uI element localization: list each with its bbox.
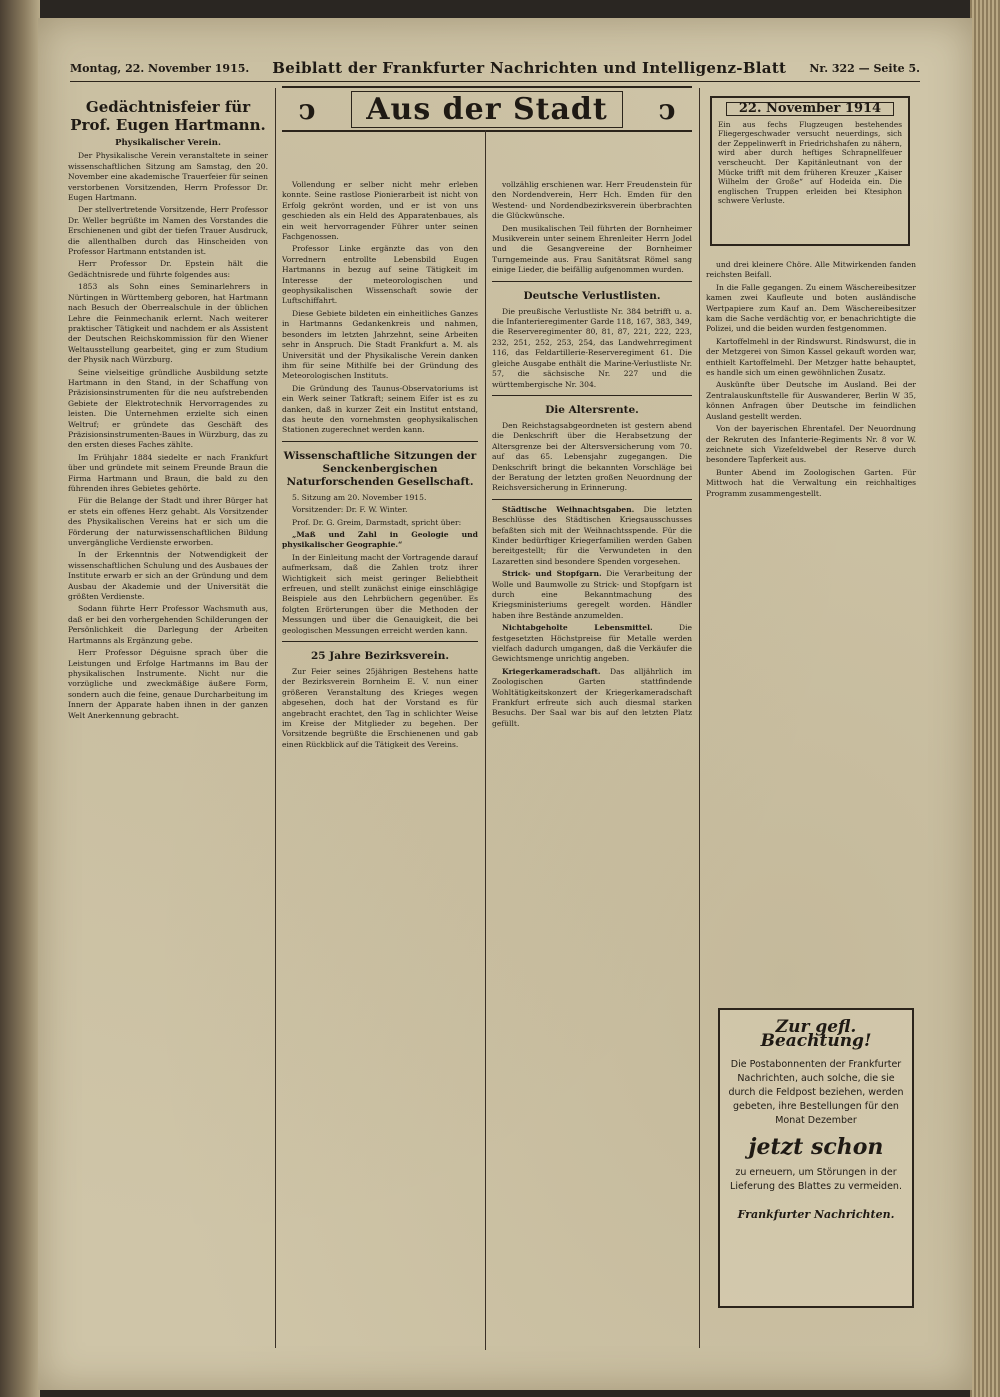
paragraph: vollzählig erschienen war. Herr Freudenstein für den Nordendverein, Herr Hch. Emden für den Westend- und Nordendbezirksverein überbrachten die Glückwünsche. xyxy=(492,180,692,221)
paragraph: Von der bayerischen Ehrentafel. Der Neuordnung der Rekruten des Infanterie-Regiments Nr. 8 vor W. zeichnete sich Vizefeldwebel der Reserve durch besondere Tapferkeit aus. xyxy=(706,424,916,465)
run-in-heading: Nichtabgeholte Lebensmittel. xyxy=(502,623,653,633)
run-in-heading: Kriegerkameradschaft. xyxy=(502,666,601,676)
paragraph: Herr Professor Dr. Epstein hält die Gedächtnisrede und führte folgendes aus: xyxy=(68,259,268,279)
subscription-notice xyxy=(718,1008,914,1308)
paragraph: „Maß und Zahl in Geologie und physikalischer Geographie.“ xyxy=(282,529,478,550)
run-in-heading: Städtische Weihnachtsgaben. xyxy=(502,504,635,514)
divider xyxy=(492,499,692,500)
paragraph: Professor Linke ergänzte das von den Vorrednern entrollte Lebensbild Eugen Hartmanns in bezug auf seine Tätigkeit im Interesse der meteorologischen und geophysikalischen Wissenschaft sowie der Luftschiffahrt. xyxy=(282,244,478,306)
article-column-3 xyxy=(492,180,692,1330)
section-title: Aus der Stadt xyxy=(351,91,623,128)
column-divider xyxy=(275,88,276,1348)
paragraph: Vollendung er selber nicht mehr erleben konnte. Seine rastlose Pionierarbeit ist nicht von Erfolg gekrönt worden, und er ist von uns geschieden als ein Held des Apparatenbaues, als ein weit hervorragender Führer unter seinen Fachgenossen. xyxy=(282,180,478,242)
paragraph-text: Die Verarbeitung der Wolle und Baumwolle zu Strick- und Stopfgarn ist durch eine Bekanntmachung des Kriegsministeriums geregelt worden. Händler haben ihre Bestände anzumelden. xyxy=(492,569,692,620)
ornament-right-icon: ↄ xyxy=(658,92,676,126)
paragraph: Seine vielseitige gründliche Ausbildung setzte Hartmann in den Stand, in der Schaffung von Präzisionsinstrumenten für die neu aufstrebenden Gebiete der Elektrotechnik Hervorragendes zu leisten. Die Unternehmen erzielte sich einen Weltruf; er gründete das Geschäft des Präzisionsinstrumenten-Baues in Würzburg, das zu den ersten dieses Faches zählte. xyxy=(68,367,268,450)
notice-signature: Frankfurter Nachrichten. xyxy=(737,1208,895,1221)
paragraph xyxy=(492,623,692,665)
paragraph-text: Die festgesetzten Höchstpreise für Metalle werden vielfach dadurch umgangen, daß die Verkäufer die Gewichtsmenge unrichtig angeben. xyxy=(492,623,692,664)
notice-text: zu erneuern, um Störungen in der Lieferung des Blattes zu vermeiden. xyxy=(730,1167,902,1192)
paragraph: Den musikalischen Teil führten der Bornheimer Musikverein unter seinem Ehrenleiter Herrn Jodel und die Gesangvereine der Bornheimer Turngemeinde aus. Frau Sanitätsrat Römel sang einige Lieder, die beifällig aufgenommen wurden. xyxy=(492,223,692,275)
notice-emphasis: jetzt schon xyxy=(748,1134,884,1160)
run-in-heading: Strick- und Stopfgarn. xyxy=(502,569,602,579)
paragraph: Zur Feier seines 25jährigen Bestehens hatte der Bezirksverein Bornheim E. V. nun einer größeren Veranstaltung des Krieges wegen abgesehen, doch hat der Vorstand es für angebracht erachtet, den Tag in schlichter Weise im Kreise der Mitglieder zu begehen. Der Vorsitzende begrüßte die Erschienenen und gab einen Rückblick auf die Tätigkeit des Vereins. xyxy=(282,667,478,749)
paragraph: Kartoffelmehl in der Rindswurst. Rindswurst, die in der Metzgerei von Simon Kassel gekauft worden war, enthielt Kartoffelmehl. Der Metzger hatte behauptet, es handle sich um einen gewöhnlichen Zusatz. xyxy=(706,336,916,378)
paragraph: Auskünfte über Deutsche im Ausland. Bei der Zentralauskunftstelle für Auswanderer, Berlin W 35, können Anfragen über Deutsche im feindlichen Ausland gestellt werden. xyxy=(706,380,916,421)
paragraph: Für die Belange der Stadt und ihrer Bürger hat er stets ein offenes Herz gehabt. Als Vorsitzender des Physikalischen Vereins hat er sich um die Förderung der naturwissenschaftlichen Bildung unvergängliche Verdienste erworben. xyxy=(68,496,268,548)
divider xyxy=(492,281,692,282)
paragraph: Bunter Abend im Zoologischen Garten. Für Mittwoch hat die Verwaltung ein reichhaltiges Programm zusammengestellt. xyxy=(706,467,916,498)
article-column-2 xyxy=(282,180,478,1330)
column-divider xyxy=(485,130,486,1350)
paragraph: Im Frühjahr 1884 siedelte er nach Frankfurt über und gründete mit seinem Freunde Braun die Firma Hartmann und Braun, die bald zu den führenden ihres Gebietes gehörte. xyxy=(68,452,268,493)
article-headline: Wissenschaftliche Sitzungen der Senckenbergischen Naturforschenden Gesellschaft. xyxy=(283,449,477,488)
paragraph xyxy=(492,569,692,621)
notice-text: Die Postabonnenten der Frankfurter Nachrichten, auch solche, die sie durch die Feldpost beziehen, werden gebeten, ihre Bestellungen für den Monat Dezember xyxy=(728,1059,904,1126)
box-text: Ein aus fechs Flugzeugen bestehendes Fliegergeschwader versucht neuerdings, sich der Zeppelinwerft in Friedrichshafen zu nähern, wird aber durch heftiges Schrapnellfeuer verscheucht. Der Kapitänleutnant von der Mücke trifft mit dem früheren Kreuzer „Kaiser Wilhelm der Große“ auf Hodeida ein. Die englischen Truppen erleiden bei Ktesiphon schwere Verluste. xyxy=(718,119,902,206)
header-date: Montag, 22. November 1915. xyxy=(70,61,250,75)
paragraph xyxy=(492,667,692,729)
box-date: 22. November 1914 xyxy=(726,102,894,116)
article-subheadline: Physikalischer Verein. xyxy=(115,138,221,148)
paragraph: Vorsitzender: Dr. F. W. Winter. xyxy=(292,505,408,515)
masthead: Beiblatt der Frankfurter Nachrichten und Intelligenz-Blatt xyxy=(272,59,787,77)
paragraph-text: Das alljährlich im Zoologischen Garten stattfindende Wohltätigkeitskonzert der Kriegerkameradschaft Frankfurt erfreute sich auch diesmal starken Besuchs. Der Saal war bis auf den letzten Platz gefüllt. xyxy=(492,666,692,728)
book-page-edges xyxy=(970,0,1000,1397)
paragraph: Diese Gebiete bildeten ein einheitliches Ganzes in Hartmanns Gedankenkreis und nahmen, besonders im letzten Jahrzehnt, seine Arbeiten sehr in Anspruch. Die Stadt Frankfurt a. M. als Universität und der Physikalische Verein danken ihm für seine Mithilfe bei der Gründung des Meteorologischen Instituts. xyxy=(282,308,478,381)
paragraph: Der Physikalische Verein veranstaltete in seiner wissenschaftlichen Sitzung am Samstag, den 20. November eine akademische Trauerfeier für seinen verstorbenen Vorsitzenden, Herrn Professor Dr. Eugen Hartmann. xyxy=(68,151,268,203)
paragraph xyxy=(492,505,692,567)
paragraph: In die Falle gegangen. Zu einem Wäschereibesitzer kamen zwei Kaufleute und boten ausländische Wertpapiere zum Kauf an. Dem Wäschereibesitzer kam die Sache verdächtig vor, er benachrichtigte die Polizei, und die beiden wurden festgenommen. xyxy=(706,282,916,334)
article-headline: Gedächtnisfeier für Prof. Eugen Hartmann. xyxy=(70,98,266,134)
notice-heading: Zur gefl. Beachtung! xyxy=(760,1017,872,1051)
paragraph: Herr Professor Déguisne sprach über die Leistungen und Erfolge Hartmanns im Bau der physikalischen Instrumente. Nicht nur die vorzügliche und zweckmäßige äußere Form, sondern auch die feine, genaue Durcharbeitung im Innern der Apparate haben ihnen in der ganzen Welt Anerkennung gebracht. xyxy=(68,648,268,720)
ornament-left-icon: ↄ xyxy=(298,92,316,126)
book-binding-left xyxy=(0,0,40,1397)
paragraph: 5. Sitzung am 20. November 1915. xyxy=(292,492,427,502)
paragraph: Die preußische Verlustliste Nr. 384 betrifft u. a. die Infanterieregimenter Garde 118, 167, 383, 349, die Reserveregimenter 80, 81, 87, 221, 222, 223, 232, 251, 252, 253, 254, das Landwehrregiment 116, das Feldartillerie-Reserveregiment 61. Die gleiche Ausgabe enthält die Marine-Verlustliste Nr. 57, die sächsische Nr. 227 und die württembergische Nr. 304. xyxy=(492,306,692,389)
divider xyxy=(492,395,692,396)
paragraph: In der Erkenntnis der Notwendigkeit der wissenschaftlichen Schulung und des Ausbaues der Institute erwarb er sich an der Gründung und dem Ausbau der Akademie und der Universität die größten Verdienste. xyxy=(68,550,268,602)
divider xyxy=(282,441,478,442)
article-headline: Deutsche Verlustlisten. xyxy=(523,289,661,302)
paragraph: Die Gründung des Taunus-Observatoriums ist ein Werk seiner Tatkraft; seinem Eifer ist es zu danken, daß in kurzer Zeit ein Institut entstand, das heute den vornehmsten geophysikalischen Stationen zugerechnet werden kann. xyxy=(282,383,478,435)
divider xyxy=(282,641,478,642)
section-banner xyxy=(282,86,692,132)
paragraph: und drei kleinere Chöre. Alle Mitwirkenden fanden reichsten Beifall. xyxy=(706,260,916,280)
paragraph: Den Reichstagsabgeordneten ist gestern abend die Denkschrift über die Herabsetzung der Altersgrenze bei der Altersversicherung vom 70. auf das 65. Lebensjahr zugegangen. Die Denkschrift bringt die bekannten Vorschläge bei der Beratung der letzten großen Neuordnung der Reichsversicherung in Erinnerung. xyxy=(492,420,692,493)
paragraph: Sodann führte Herr Professor Wachsmuth aus, daß er bei den vorhergehenden Schilderungen der Persönlichkeit die Darlegung der Arbeiten Hartmanns als Ergänzung gebe. xyxy=(68,604,268,645)
paragraph: Prof. Dr. G. Greim, Darmstadt, spricht über: xyxy=(292,517,462,527)
article-column-1 xyxy=(68,92,268,1322)
article-column-4 xyxy=(706,260,916,650)
anniversary-box xyxy=(710,96,910,246)
paragraph: Der stellvertretende Vorsitzende, Herr Professor Dr. Weller begrüßte im Namen des Vorstandes die Erschienenen und gibt der tiefen Trauer Ausdruck, die allenthalben durch das Hinscheiden von Professor Hartmann entstanden ist. xyxy=(68,205,268,257)
paragraph-text: Die letzten Beschlüsse des Städtischen Kriegsausschusses befaßten sich mit der Weihnachtsspende. Für die Kinder bedürftiger Kriegerfamilien werden Gaben bereitgestellt; für die Verwundeten in den Lazaretten sind besondere Spenden vorgesehen. xyxy=(492,504,692,566)
article-headline: 25 Jahre Bezirksverein. xyxy=(310,650,450,663)
page-header xyxy=(70,58,920,82)
paragraph: 1853 als Sohn eines Seminarlehrers in Nürtingen in Württemberg geboren, hat Hartmann nach Besuch der Oberrealschule in der üblichen Lehre die Feinmechanik erlernt. Nach weiterer praktischer Tätigkeit und nachdem er als Assistent der Deutschen Reichskommission für den Wiener Weltausstellung gearbeitet, ging er zum Studium der Physik nach Würzburg. xyxy=(68,282,268,365)
header-page-number: Nr. 322 — Seite 5. xyxy=(809,61,920,75)
paragraph: In der Einleitung macht der Vortragende darauf aufmerksam, daß die Zahlen trotz ihrer Wichtigkeit sich meist geringer Beliebtheit erfreuen, und stellt zunächst einige einschlägige Beispiele aus den Lehrbüchern gegenüber. Es folgten Erörterungen über die Methoden der Messungen und über die Genauigkeit, die bei geologischen Messungen erreicht werden kann. xyxy=(282,552,478,635)
article-headline: Die Altersrente. xyxy=(545,403,639,416)
column-divider xyxy=(699,88,700,1348)
